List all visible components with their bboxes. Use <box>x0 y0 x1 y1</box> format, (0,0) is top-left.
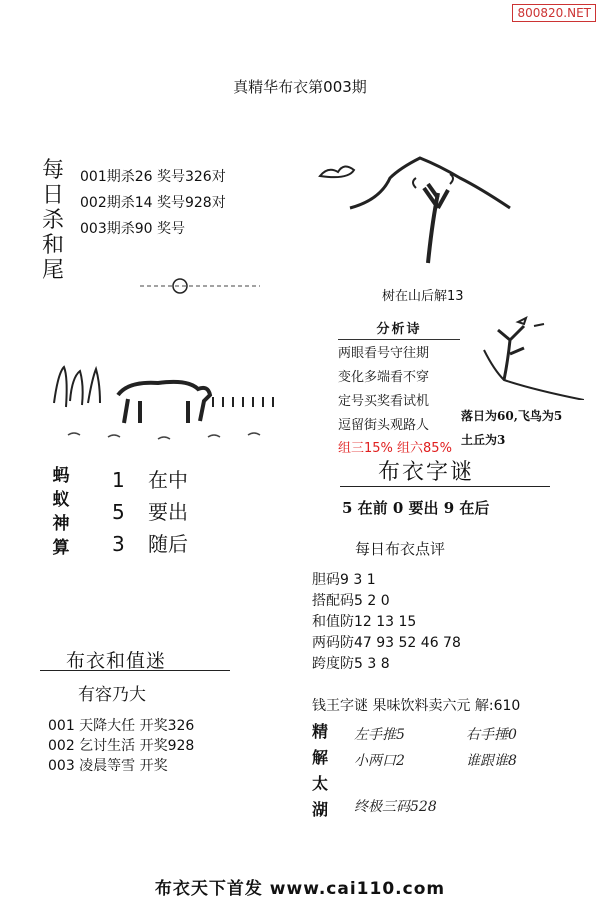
bird-note-line: 落日为60,飞鸟为5 <box>461 409 563 423</box>
bird-tree-sketch <box>464 310 584 400</box>
ant-label-char: 算 <box>52 538 70 558</box>
mountain-tree-sketch <box>310 148 520 278</box>
jing-char: 精 <box>312 722 329 741</box>
jing-right1: 右手捶0 <box>466 727 517 743</box>
poem-line: 变化多端看不穿 <box>338 370 430 385</box>
daily-kill-label-text: 每日杀和尾 <box>41 158 64 283</box>
daily-kill-row: 002期杀14 奖号928对 <box>80 195 226 211</box>
review-line: 跨度防5 3 8 <box>312 656 390 672</box>
ant-label <box>50 464 72 560</box>
jing-left2: 小两口2 <box>354 753 405 769</box>
ant-label-char: 神 <box>52 514 70 534</box>
jing-left1: 左手推5 <box>354 727 405 743</box>
value-list <box>48 716 194 776</box>
riddle-divider <box>340 486 550 487</box>
ant-row <box>112 528 188 560</box>
jing-char: 湖 <box>312 800 329 819</box>
value-row: 003 凌晨等雪 开奖 <box>48 758 168 774</box>
poem-line: 逗留街头观路人 <box>338 418 430 433</box>
value-row: 001 天降大任 开奖326 <box>48 718 195 734</box>
poem-ratio: 组三15% 组六85% <box>338 441 452 456</box>
ant-text: 要出 <box>148 500 188 524</box>
bird-note <box>461 404 562 452</box>
jing-char: 解 <box>312 748 329 767</box>
ox-field-sketch <box>48 355 318 450</box>
poem-line: 定号买奖看试机 <box>338 394 430 409</box>
site-badge: 800820.NET <box>512 4 596 22</box>
ant-rows <box>112 464 188 560</box>
value-divider <box>40 670 230 671</box>
value-subtitle: 有容乃大 <box>78 685 146 705</box>
review-line: 搭配码5 2 0 <box>312 593 390 609</box>
ant-number: 5 <box>112 500 125 524</box>
ant-text: 在中 <box>148 468 188 492</box>
riddle-text: 5 在前 0 要出 9 在后 <box>342 499 490 517</box>
tree-caption: 树在山后解13 <box>382 289 464 304</box>
bird-note-line: 土丘为3 <box>461 433 506 447</box>
page-title: 真精华布衣第003期 <box>233 78 367 96</box>
daily-kill-label <box>40 158 66 283</box>
poem-title: 分析诗 <box>338 318 460 340</box>
value-heading: 布衣和值迷 <box>66 650 167 672</box>
value-row: 002 乞讨生活 开奖928 <box>48 738 195 754</box>
review-list <box>312 570 461 675</box>
review-line: 两码防47 93 52 46 78 <box>312 635 461 651</box>
money-riddle: 钱王字谜 果味饮料卖六元 解:610 <box>312 698 521 714</box>
sunset-sketch <box>140 272 260 302</box>
poem-line: 两眼看号守往期 <box>338 346 430 361</box>
daily-kill-row: 001期杀26 奖号326对 <box>80 169 226 185</box>
review-line: 胆码9 3 1 <box>312 572 376 588</box>
jing-bottom: 终极三码528 <box>354 799 437 815</box>
ant-row <box>112 464 188 496</box>
ant-row <box>112 496 188 528</box>
review-line: 和值防12 13 15 <box>312 614 417 630</box>
jing-label <box>312 719 332 823</box>
daily-kill-list <box>80 164 226 242</box>
daily-kill-row: 003期杀90 奖号 <box>80 221 185 237</box>
ant-label-char: 蚂 <box>52 466 70 486</box>
riddle-heading: 布衣字谜 <box>378 460 475 485</box>
footer-banner: 布衣天下首发 www.cai110.com <box>154 879 446 899</box>
jing-char: 太 <box>312 774 329 793</box>
ant-label-char: 蚁 <box>52 490 70 510</box>
analysis-poem <box>338 318 460 460</box>
ant-number: 3 <box>112 532 125 556</box>
jing-right2: 谁跟谁8 <box>466 753 517 769</box>
ant-number: 1 <box>112 468 125 492</box>
review-heading: 每日布衣点评 <box>355 540 446 558</box>
ant-text: 随后 <box>148 532 188 556</box>
